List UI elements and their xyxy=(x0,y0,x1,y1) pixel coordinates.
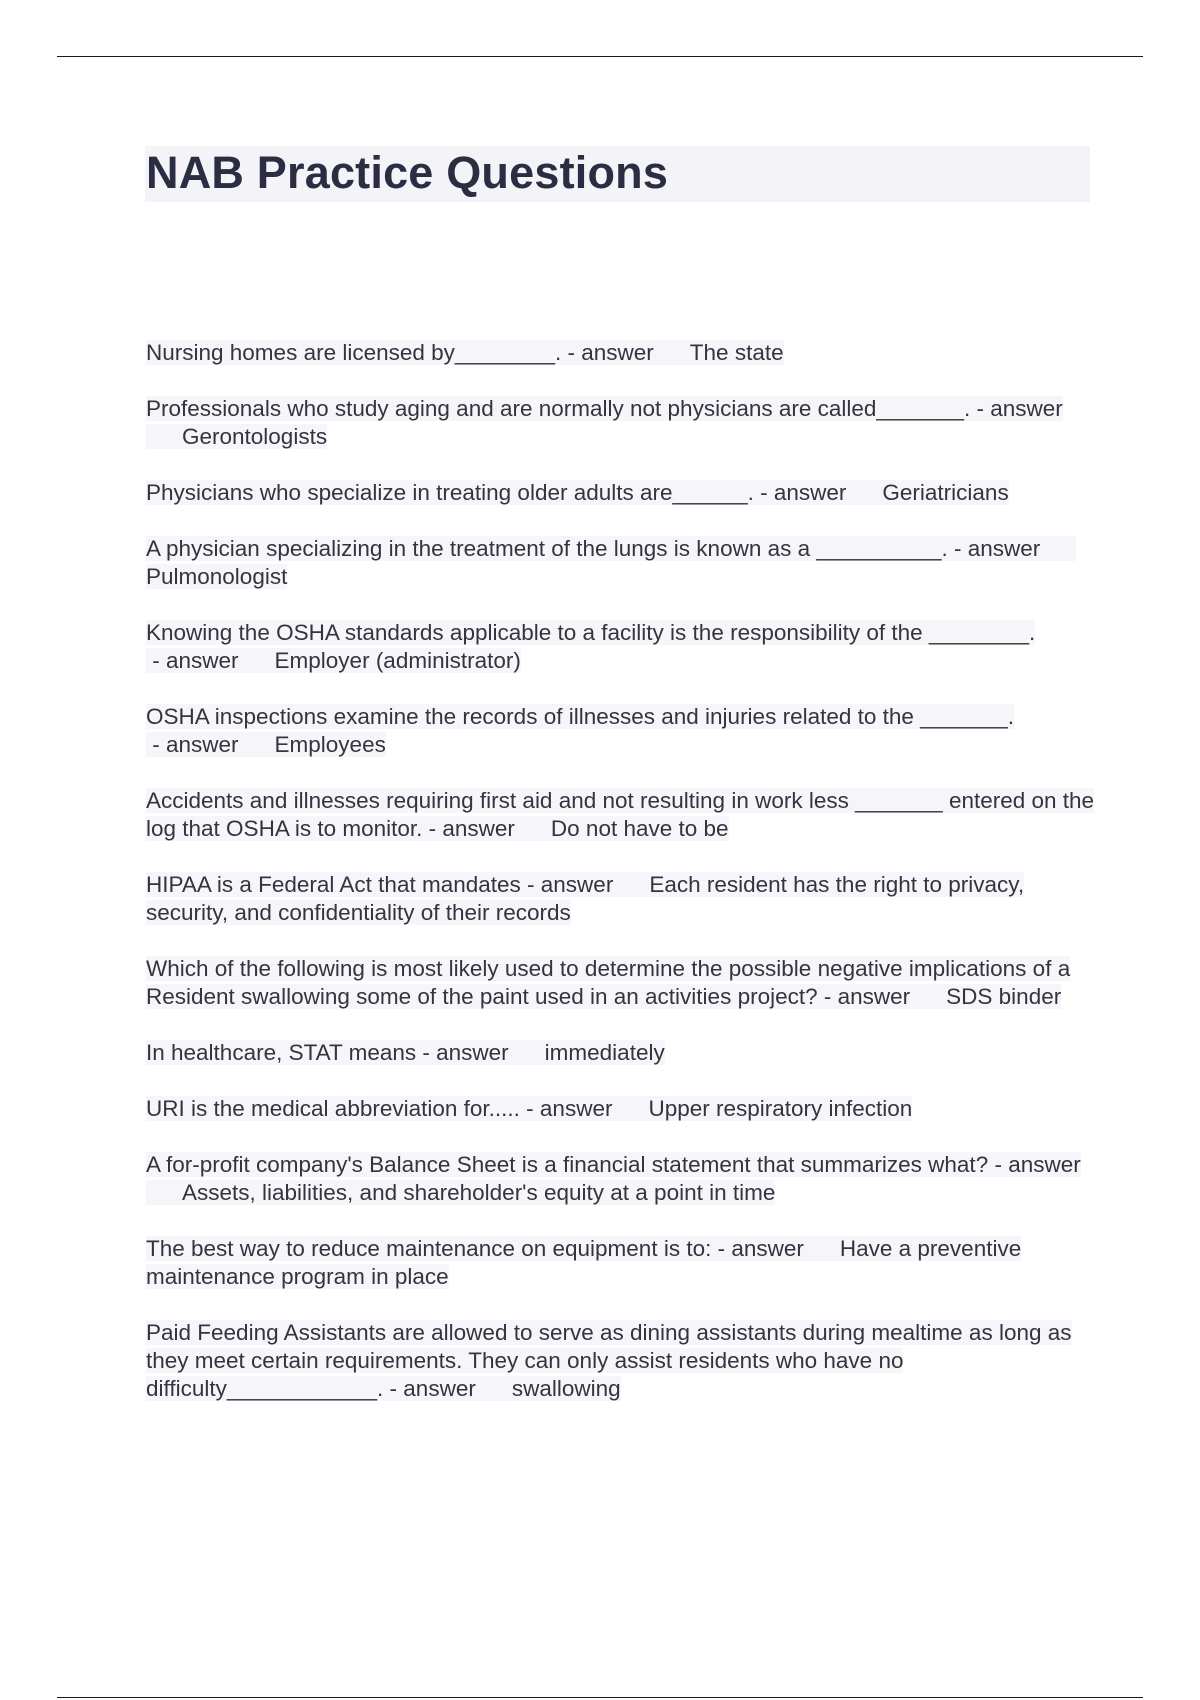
question-list xyxy=(146,339,1096,1431)
answer-text: Employer (administrator) xyxy=(274,648,521,673)
question-item xyxy=(146,619,1096,675)
answer-separator: - answer xyxy=(753,480,847,505)
question-text: A physician specializing in the treatment of the lungs is known as a __________. xyxy=(146,536,948,561)
question-answer-text xyxy=(146,1236,1021,1289)
question-item xyxy=(146,535,1096,591)
question-answer-text xyxy=(146,340,784,365)
question-item xyxy=(146,339,1096,367)
question-text: The best way to reduce maintenance on equipment is to: xyxy=(146,1236,712,1261)
question-text: A for-profit company's Balance Sheet is a financial statement that summarizes what? xyxy=(146,1152,989,1177)
question-item xyxy=(146,871,1096,927)
answer-separator: - answer xyxy=(711,1236,804,1261)
answer-separator: - answer xyxy=(383,1376,476,1401)
question-text: Paid Feeding Assistants are allowed to serve as dining assistants during mealtime as long as they meet certain requirements. They can only assist residents who have no difficulty____________. xyxy=(146,1320,1072,1401)
question-item xyxy=(146,1319,1096,1403)
question-item xyxy=(146,1151,1096,1207)
answer-text: swallowing xyxy=(511,1376,621,1401)
question-text: URI is the medical abbreviation for..... xyxy=(146,1096,520,1121)
question-item xyxy=(146,703,1096,759)
question-answer-text xyxy=(146,480,1009,505)
question-answer-text xyxy=(146,1040,665,1065)
answer-separator: - answer xyxy=(988,1152,1081,1177)
answer-separator: - answer xyxy=(817,984,911,1009)
question-item xyxy=(146,1095,1096,1123)
question-answer-text xyxy=(146,620,1035,673)
question-answer-text xyxy=(146,1096,912,1121)
question-answer-text xyxy=(146,956,1070,1009)
answer-text: Pulmonologist xyxy=(146,564,288,589)
answer-text: Upper respiratory infection xyxy=(648,1096,913,1121)
answer-text: Have a preventive maintenance program in place xyxy=(146,1236,1022,1289)
question-answer-text xyxy=(146,1320,1072,1401)
question-item xyxy=(146,787,1096,843)
question-answer-text xyxy=(146,704,1014,757)
question-item xyxy=(146,955,1096,1011)
question-text: HIPAA is a Federal Act that mandates xyxy=(146,872,521,897)
top-rule xyxy=(57,56,1143,57)
answer-text: Employees xyxy=(274,732,386,757)
bottom-rule xyxy=(57,1697,1143,1698)
answer-text: Gerontologists xyxy=(182,424,328,449)
answer-text: The state xyxy=(689,340,784,365)
question-answer-text xyxy=(146,872,1024,925)
answer-text: Do not have to be xyxy=(550,816,729,841)
answer-separator: - answer xyxy=(422,816,515,841)
question-text: OSHA inspections examine the records of illnesses and injuries related to the _______. xyxy=(146,704,1015,729)
question-answer-text xyxy=(146,1152,1081,1205)
answer-separator: - answer xyxy=(947,536,1041,561)
answer-text: Geriatricians xyxy=(882,480,1009,505)
answer-separator: - answer xyxy=(146,732,239,757)
question-item xyxy=(146,1039,1096,1067)
answer-separator: - answer xyxy=(519,1096,613,1121)
answer-separator: - answer xyxy=(970,396,1063,421)
question-text: Professionals who study aging and are normally not physicians are called_______. xyxy=(146,396,971,421)
answer-separator: - answer xyxy=(146,648,239,673)
question-item xyxy=(146,395,1096,451)
question-answer-text xyxy=(146,396,1063,449)
answer-separator: - answer xyxy=(520,872,614,897)
answer-text: SDS binder xyxy=(946,984,1062,1009)
question-text: Physicians who specialize in treating older adults are______. xyxy=(146,480,754,505)
answer-text: Each resident has the right to privacy, security, and confidentiality of their records xyxy=(146,872,1025,925)
question-answer-text xyxy=(146,536,1076,589)
question-answer-text xyxy=(146,788,1094,841)
question-text: Knowing the OSHA standards applicable to a facility is the responsibility of the ________. xyxy=(146,620,1036,645)
question-text: In healthcare, STAT means xyxy=(146,1040,417,1065)
question-item xyxy=(146,1235,1096,1291)
question-text: Accidents and illnesses requiring first aid and not resulting in work less _______ entered on the log that OSHA is to monitor. xyxy=(146,788,1095,841)
answer-text: Assets, liabilities, and shareholder's equity at a point in time xyxy=(182,1180,776,1205)
question-text: Nursing homes are licensed by________. xyxy=(146,340,562,365)
answer-separator: - answer xyxy=(416,1040,509,1065)
question-text: Which of the following is most likely used to determine the possible negative implications of a Resident swallowing some of the paint used in an activities project? xyxy=(146,956,1071,1009)
answer-separator: - answer xyxy=(561,340,654,365)
page-title: NAB Practice Questions xyxy=(146,147,669,198)
answer-text: immediately xyxy=(544,1040,665,1065)
question-item xyxy=(146,479,1096,507)
